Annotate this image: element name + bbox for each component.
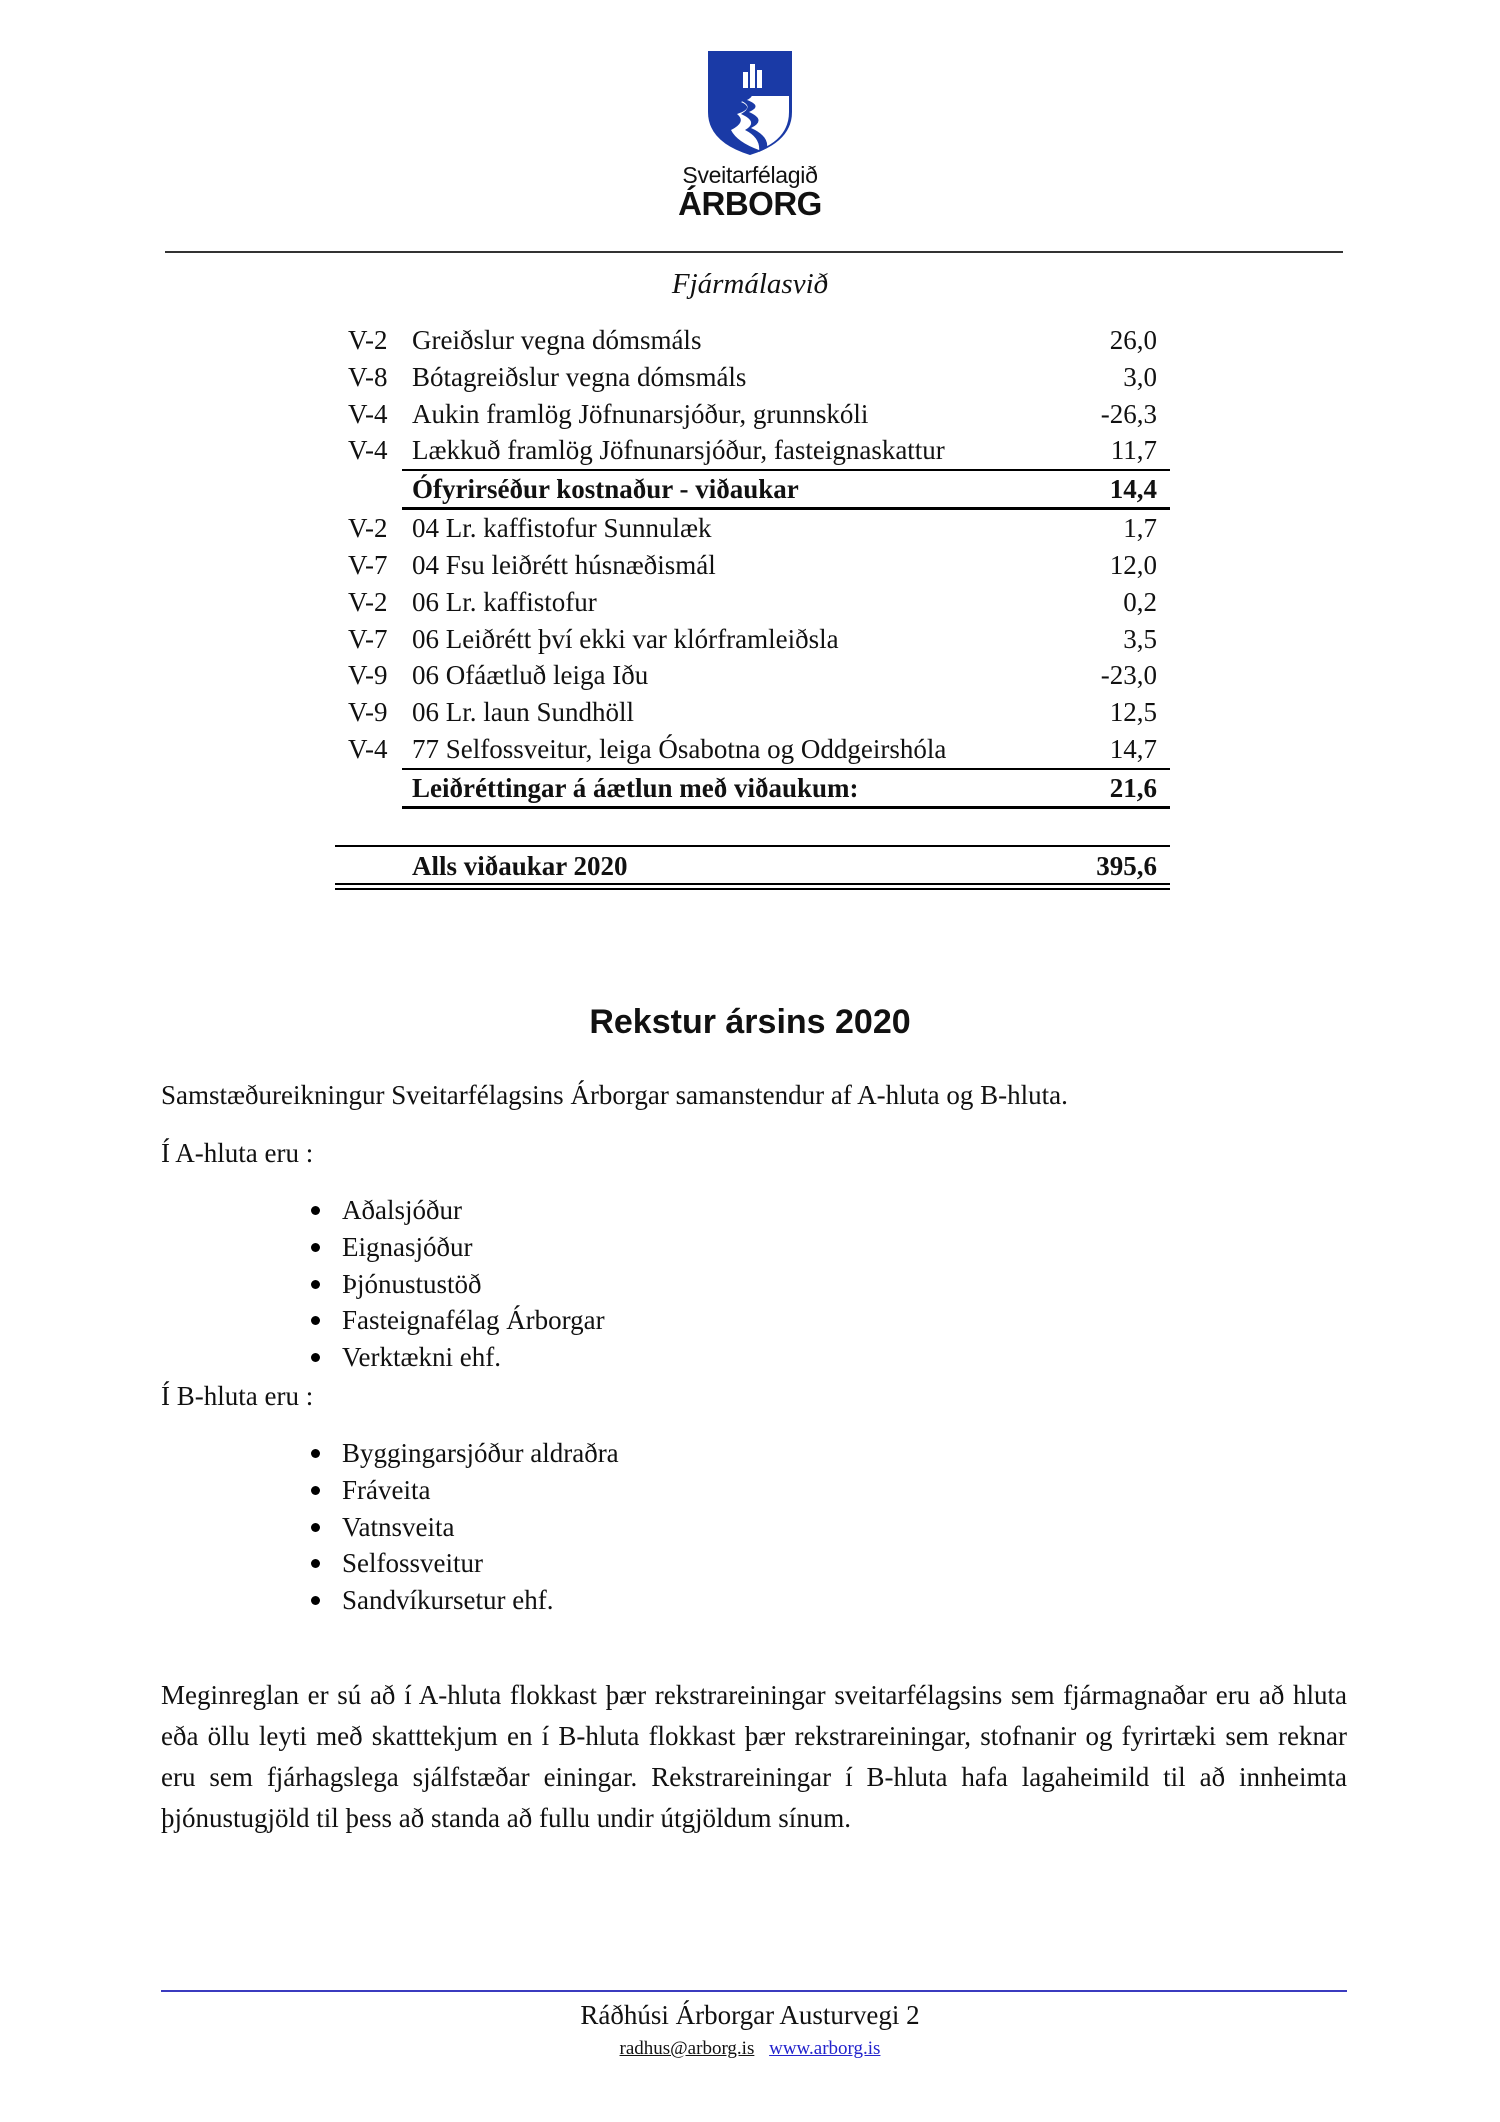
bullet-icon — [311, 1280, 320, 1289]
table-row — [335, 657, 1170, 694]
list-item-text: Vatnsveita — [342, 1511, 455, 1542]
b-part-label: Í B-hluta eru : — [161, 1381, 314, 1411]
table-row — [335, 621, 1170, 658]
table-row — [335, 694, 1170, 731]
body-paragraph: Meginreglan er sú að í A-hluta flokkast þær rekstrareiningar sveitarfélagsins sem fjármagnaðar eru að hluta eða öllu leyti með skatttekjum en í B-hluta flokkast þær rekstrareiningar, stofnanir og fyrirtæki sem reknar eru sem fjárhagslega sjálfstæðar einingar. Rekstrareiningar í B-hluta hafa lagaheimild til að innheimta þjónustugjöld til þess að standa að fullu undir útgjöldum sínum. — [161, 1680, 1347, 1833]
bullet-icon — [311, 1523, 320, 1532]
row-value: 3,0 — [1123, 361, 1157, 392]
list-item — [311, 1509, 619, 1546]
row-value: 3,5 — [1123, 623, 1157, 654]
arborg-logo — [650, 50, 850, 222]
list-item-text: Eignasjóður — [342, 1231, 473, 1262]
coat-of-arms-icon — [707, 50, 793, 156]
table-row — [335, 510, 1170, 547]
list-item-text: Fráveita — [342, 1474, 431, 1505]
table-row — [335, 432, 1170, 469]
list-item — [311, 1302, 605, 1339]
total-label: Alls viðaukar 2020 — [412, 850, 628, 881]
subtotal-label: Ófyrirséður kostnaður - viðaukar — [412, 474, 799, 505]
bullet-icon — [311, 1316, 320, 1325]
row-code: V-9 — [348, 697, 388, 728]
bullet-icon — [311, 1449, 320, 1458]
row-desc: 77 Selfossveitur, leiga Ósabotna og Oddgeirshóla — [412, 733, 947, 764]
list-item — [311, 1229, 605, 1266]
row-desc: Lækkuð framlög Jöfnunarsjóður, fasteignaskattur — [412, 435, 945, 466]
table-row — [335, 396, 1170, 433]
list-item-text: Verktækni ehf. — [342, 1342, 501, 1373]
row-value: 11,7 — [1110, 435, 1157, 466]
footer-divider — [161, 1990, 1347, 1992]
list-item — [311, 1582, 619, 1619]
total-value: 395,6 — [1096, 850, 1157, 881]
footer-links — [0, 2038, 1500, 2060]
list-item-text: Aðalsjóður — [342, 1195, 462, 1225]
row-value: -26,3 — [1100, 398, 1157, 429]
row-code: V-2 — [348, 586, 388, 617]
section-heading: Rekstur ársins 2020 — [589, 1003, 911, 1041]
list-item — [311, 1266, 605, 1303]
row-code: V-8 — [348, 361, 388, 392]
row-desc: Greiðslur vegna dómsmáls — [412, 325, 702, 355]
list-item — [311, 1435, 619, 1472]
list-item-text: Sandvíkursetur ehf. — [342, 1585, 554, 1616]
row-code: V-7 — [348, 549, 388, 580]
bullet-icon — [311, 1486, 320, 1495]
bullet-icon — [311, 1243, 320, 1252]
list-item-text: Byggingarsjóður aldraðra — [342, 1438, 619, 1468]
row-value: 0,2 — [1123, 586, 1157, 617]
list-item — [311, 1192, 605, 1229]
subtotal-value: 14,4 — [1109, 474, 1157, 505]
table-row — [335, 584, 1170, 621]
table-row — [335, 547, 1170, 584]
subtotal-value: 21,6 — [1109, 772, 1157, 803]
subtotal-row — [402, 768, 1170, 809]
row-desc: Aukin framlög Jöfnunarsjóður, grunnskóli — [412, 398, 869, 429]
row-code: V-2 — [348, 513, 388, 544]
list-item-text: Selfossveitur — [342, 1548, 483, 1579]
subtotal-row — [402, 469, 1170, 510]
table-row — [335, 359, 1170, 396]
a-part-list — [311, 1192, 605, 1376]
row-value: 12,5 — [1109, 697, 1157, 728]
row-code: V-4 — [348, 435, 388, 466]
total-row — [335, 845, 1170, 883]
row-value: 26,0 — [1109, 325, 1157, 355]
bullet-icon — [311, 1206, 320, 1215]
website-link[interactable]: www.arborg.is — [769, 2038, 881, 2059]
row-value: 12,0 — [1109, 549, 1157, 580]
list-item — [311, 1339, 605, 1376]
logo-line-1: Sveitarfélagið — [682, 162, 818, 188]
row-desc: 06 Lr. kaffistofur — [412, 586, 597, 617]
list-item — [311, 1545, 619, 1582]
a-part-label: Í A-hluta eru : — [161, 1138, 314, 1168]
row-desc: 06 Ofáætluð leiga Iðu — [412, 660, 649, 691]
list-item-text: Þjónustustöð — [342, 1268, 482, 1299]
bullet-icon — [311, 1596, 320, 1605]
table-row — [335, 322, 1170, 359]
row-value: 14,7 — [1109, 733, 1157, 764]
list-item-text: Fasteignafélag Árborgar — [342, 1305, 605, 1336]
logo-line-2: ÁRBORG — [678, 185, 822, 222]
bullet-icon — [311, 1353, 320, 1362]
row-desc: Bótagreiðslur vegna dómsmáls — [412, 361, 747, 392]
b-part-list — [311, 1435, 619, 1619]
subtotal-label: Leiðréttingar á áætlun með viðaukum: — [412, 772, 859, 803]
row-value: -23,0 — [1100, 660, 1157, 691]
bullet-icon — [311, 1559, 320, 1568]
email-link[interactable]: radhus@arborg.is — [619, 2038, 755, 2059]
department-title: Fjármálasvið — [671, 268, 829, 300]
row-code: V-9 — [348, 660, 388, 691]
header-divider — [165, 251, 1343, 253]
row-desc: 04 Lr. kaffistofur Sunnulæk — [412, 513, 712, 544]
appendix-table — [335, 322, 1170, 890]
intro-text: Samstæðureikningur Sveitarfélagsins Árborgar samanstendur af A-hluta og B-hluta. — [161, 1080, 1068, 1110]
row-desc: 06 Lr. laun Sundhöll — [412, 697, 634, 728]
row-code: V-2 — [348, 325, 388, 355]
row-code: V-4 — [348, 733, 388, 764]
row-code: V-7 — [348, 623, 388, 654]
list-item — [311, 1472, 619, 1509]
footer-address: Ráðhúsi Árborgar Austurvegi 2 — [580, 2000, 920, 2030]
table-row — [335, 731, 1170, 768]
row-code: V-4 — [348, 398, 388, 429]
row-desc: 06 Leiðrétt því ekki var klórframleiðsla — [412, 623, 839, 654]
row-desc: 04 Fsu leiðrétt húsnæðismál — [412, 549, 716, 580]
row-value: 1,7 — [1123, 513, 1157, 544]
